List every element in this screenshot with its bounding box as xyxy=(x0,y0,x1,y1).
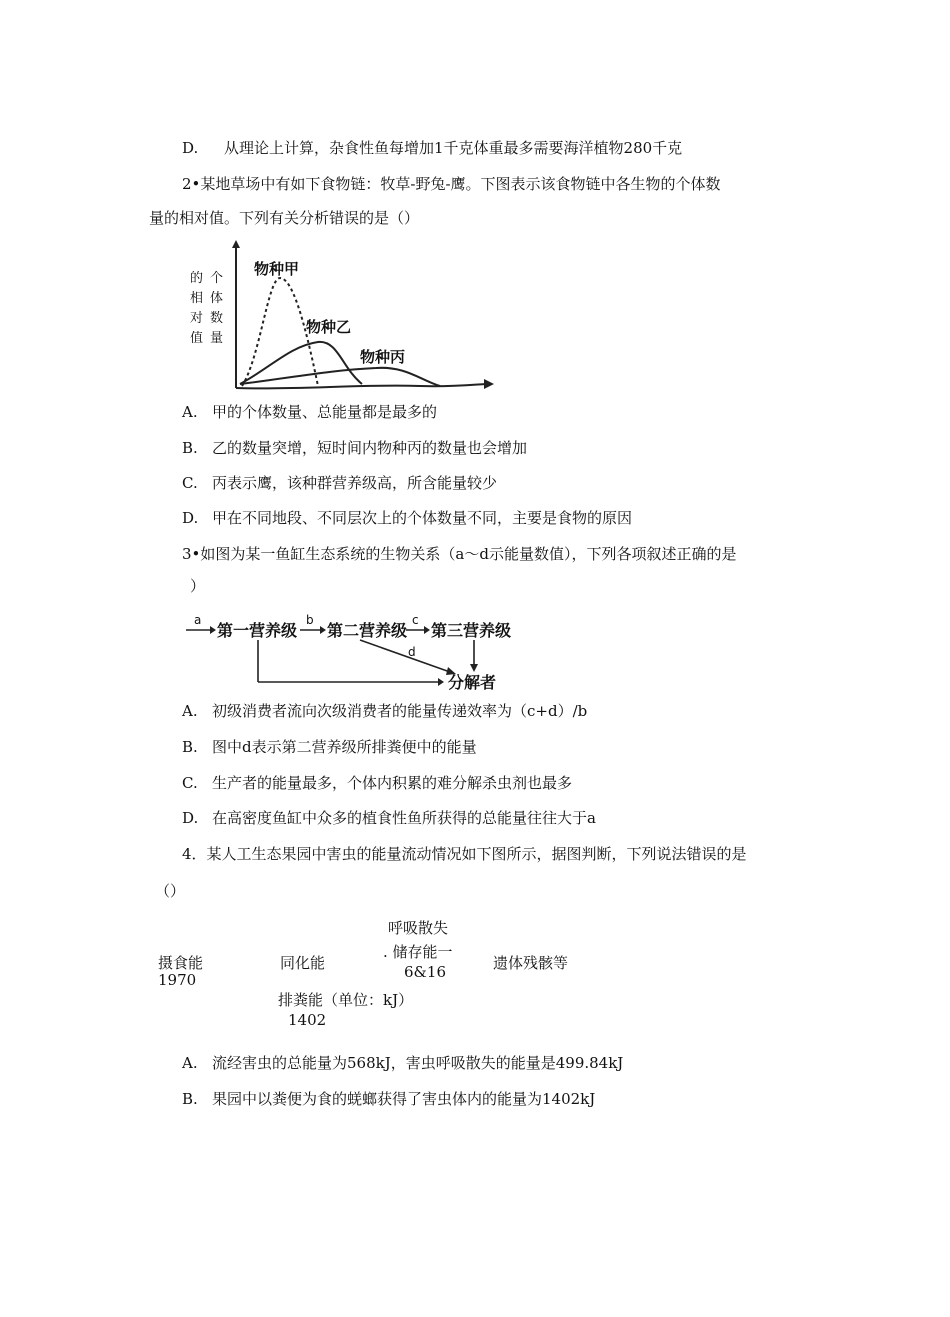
label-c: c xyxy=(412,613,419,627)
q2-stem-line2: 量的相对值。下列有关分析错误的是（） xyxy=(149,209,420,227)
option-text: 在高密度鱼缸中众多的植食性鱼所获得的总能量往往大于a xyxy=(212,809,596,827)
q2-population-chart xyxy=(180,238,500,398)
option-label: A. xyxy=(182,702,198,720)
q4-stem-line1: 4．某人工生态果园中害虫的能量流动情况如下图所示，据图判断，下列说法错误的是 xyxy=(182,845,747,863)
node-level3: 第三营养级 xyxy=(431,621,512,640)
intake-label: 摄食能 xyxy=(158,954,204,972)
label-d: d xyxy=(408,645,416,659)
node-level1: 第一营养级 xyxy=(217,621,298,640)
q3-stem-line1: 3•如图为某一鱼缸生态系统的生物关系（a～d示能量数值），下列各项叙述正确的是 xyxy=(182,545,737,563)
option-label: D. xyxy=(182,809,199,827)
arrow-bottom xyxy=(438,678,444,686)
ylabel-col2-3: 量 xyxy=(210,331,224,346)
option-label: B. xyxy=(182,738,198,756)
option-text: 甲的个体数量、总能量都是最多的 xyxy=(212,403,438,421)
option-text: 生产者的能量最多，个体内积累的难分解杀虫剂也最多 xyxy=(212,774,573,792)
q2-option-c xyxy=(182,473,497,493)
respiration-label: 呼吸散失 xyxy=(388,919,449,937)
q2-stem-line1: 2•某地草场中有如下食物链：牧草-野兔-鹰。下图表示该食物链中各生物的个体数 xyxy=(182,175,721,193)
option-label: B. xyxy=(182,439,198,457)
option-text: 流经害虫的总能量为568kJ，害虫呼吸散失的能量是499.84kJ xyxy=(212,1054,624,1072)
species-b-curve xyxy=(240,342,362,384)
q3-stem-line2: ） xyxy=(190,577,206,595)
option-label: D. xyxy=(182,509,199,527)
ylabel-col1-2: 对 xyxy=(190,311,204,326)
option-text: 图中d表示第二营养级所排粪便中的能量 xyxy=(212,738,477,756)
ylabel-col2-1: 体 xyxy=(210,291,224,306)
arrow-c xyxy=(424,626,430,634)
feces-label: 排粪能（单位：kJ） xyxy=(278,991,414,1009)
option-label: A. xyxy=(182,1054,198,1072)
option-label: A. xyxy=(182,403,198,421)
q1-option-d xyxy=(182,138,682,158)
option-text: 从理论上计算，杂食性鱼每增加1千克体重最多需要海洋植物280千克 xyxy=(224,139,683,157)
option-text: 果园中以粪便为食的蜣螂获得了害虫体内的能量为1402kJ xyxy=(212,1090,596,1108)
option-label: D. xyxy=(182,139,199,157)
intake-value: 1970 xyxy=(158,971,197,989)
remains-label: 遗体残骸等 xyxy=(493,954,569,972)
option-text: 初级消费者流向次级消费者的能量传递效率为（c+d）/b xyxy=(212,702,588,720)
q3-option-c xyxy=(182,773,572,793)
node-level2: 第二营养级 xyxy=(327,621,408,640)
option-text: 丙表示鹰，该种群营养级高，所含能量较少 xyxy=(212,474,498,492)
option-label: C. xyxy=(182,774,198,792)
arrow-a xyxy=(210,626,216,634)
species-c-label: 物种丙 xyxy=(360,348,406,366)
q3-energy-flow-diagram xyxy=(180,606,530,696)
q2-option-d xyxy=(182,508,632,528)
ylabel-col1-3: 值 xyxy=(190,331,204,346)
ylabel-col2-0: 个 xyxy=(210,271,224,286)
arrow-b xyxy=(320,626,326,634)
species-c-curve xyxy=(240,368,440,386)
q4-option-a xyxy=(182,1053,623,1073)
x-axis-arrow xyxy=(484,379,494,389)
storage-label: . 储存能一 xyxy=(383,943,453,961)
y-axis-arrow xyxy=(232,240,240,248)
ylabel-col2-2: 数 xyxy=(210,311,224,326)
feces-value: 1402 xyxy=(288,1011,327,1029)
q2-option-a xyxy=(182,402,437,422)
option-text: 甲在不同地段、不同层次上的个体数量不同，主要是食物的原因 xyxy=(212,509,633,527)
q4-option-b xyxy=(182,1089,595,1109)
q2-option-b xyxy=(182,438,527,458)
option-label: C. xyxy=(182,474,198,492)
label-b: b xyxy=(306,613,314,627)
ylabel-col1-0: 的 xyxy=(190,271,204,286)
option-text: 乙的数量突增，短时间内物种丙的数量也会增加 xyxy=(212,439,528,457)
node-decomposer: 分解者 xyxy=(448,673,497,692)
q3-option-b xyxy=(182,737,477,757)
ylabel-col1-1: 相 xyxy=(190,291,204,306)
q4-stem-line2: （） xyxy=(155,882,186,900)
q3-option-d xyxy=(182,808,596,828)
x-axis xyxy=(236,384,486,388)
label-a: a xyxy=(194,613,202,627)
assimilation-label: 同化能 xyxy=(280,954,326,972)
species-a-label: 物种甲 xyxy=(254,260,300,278)
storage-value: 6&16 xyxy=(404,963,446,981)
arrow-down xyxy=(470,664,478,672)
q3-option-a xyxy=(182,701,587,721)
species-b-label: 物种乙 xyxy=(306,318,352,336)
option-label: B. xyxy=(182,1090,198,1108)
